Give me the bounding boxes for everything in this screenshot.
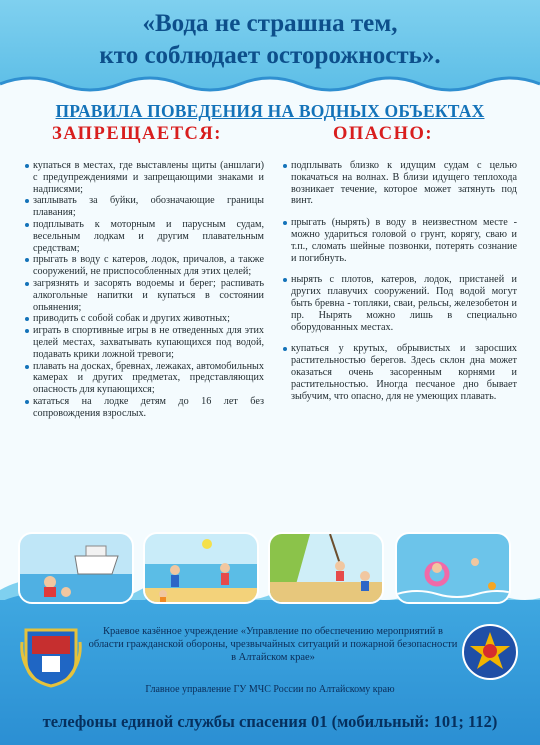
poster-title xyxy=(0,8,540,72)
list-item: нырять с плотов, катеров, лодок, пристаней и других плавучих сооружений. Под водой могут быть бревна - топляки, сваи, рельсы, железобетон и пр. Нырять можно лишь в специально оборудованных местах. xyxy=(282,274,517,333)
prohibited-list xyxy=(24,160,264,420)
list-item: приводить с собой собак и других животных; xyxy=(24,313,264,325)
list-item: подплывать к моторным и парусным судам, весельным лодкам и другим плавательным средствам; xyxy=(24,219,264,254)
list-item: прыгать (нырять) в воду в неизвестном месте - можно удариться головой о грунт, корягу, сваю и т.п., сломать шейные позвонки, потерять сознание и погибнуть. xyxy=(282,217,517,264)
illustration-beach-game xyxy=(143,532,259,604)
list-item: подплывать близко к идущим судам с целью покачаться на волнах. В близи идущего теплохода возникает течение, которое может затянуть под винт. xyxy=(282,160,517,207)
list-item: заплывать за буйки, обозначающие границы плавания; xyxy=(24,195,264,219)
mchs-emblem-icon xyxy=(460,622,520,682)
dangerous-heading: ОПАСНО: xyxy=(333,124,434,144)
title-line-1: «Вода не страшна тем, xyxy=(142,10,398,37)
department-name: Главное управление ГУ МЧС России по Алтайскому краю xyxy=(145,684,395,695)
prohibited-heading: ЗАПРЕЩАЕТСЯ: xyxy=(52,124,222,144)
list-item: купаться у крутых, обрывистых и заросших растительностью берегов. Здесь склон дна может оказаться очень засоренным корнями и растительностью. Иногда песчаное дно бывает зыбучим, что опасно, для не умеющих плавать. xyxy=(282,343,517,402)
altai-coat-of-arms-icon xyxy=(20,622,82,688)
illustration-rope-jump xyxy=(268,532,384,604)
dangerous-list xyxy=(282,160,517,412)
list-item: прыгать в воду с катеров, лодок, причалов, а также сооружений, не приспособленных для этих целей; xyxy=(24,254,264,278)
emergency-phones: телефоны единой службы спасения 01 (мобильный: 101; 112) xyxy=(42,712,498,731)
organization-name: Краевое казённое учреждение «Управление по обеспечению мероприятий в области гражданской обороны, чрезвычайных ситуаций и пожарной безопасности в Алтайском крае» xyxy=(88,626,458,663)
rules-subtitle: ПРАВИЛА ПОВЕДЕНИЯ НА ВОДНЫХ ОБЪЕКТАХ xyxy=(55,101,485,121)
illustration-boat xyxy=(18,532,134,604)
list-item: загрязнять и засорять водоемы и берег; распивать алкогольные напитки и купаться в состоянии опьянения; xyxy=(24,278,264,313)
illustration-swimming xyxy=(395,532,511,604)
list-item: кататься на лодке детям до 16 лет без сопровождения взрослых. xyxy=(24,396,264,420)
list-item: купаться в местах, где выставлены щиты (аншлаги) с предупреждениями и запрещающими знаками и надписями; xyxy=(24,160,264,195)
list-item: плавать на досках, бревнах, лежаках, автомобильных камерах и других предметах, представляющих опасность для купающихся; xyxy=(24,361,264,396)
title-line-2: кто соблюдает осторожность». xyxy=(99,42,441,69)
list-item: играть в спортивные игры в не отведенных для этих целей местах, захватывать купающихся под водой, подавать крики ложной тревоги; xyxy=(24,325,264,360)
